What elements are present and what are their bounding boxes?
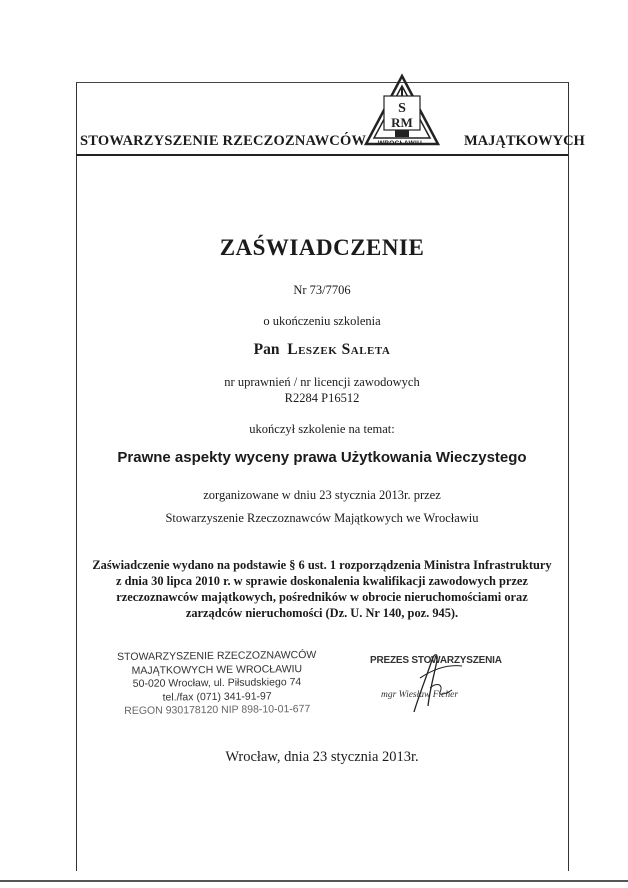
organizer-name: Stowarzyszenie Rzeczoznawców Majątkowych we Wrocławiu — [165, 511, 479, 525]
legal-basis-line: zarządców nieruchomości (Dz. U. Nr 140, poz. 945). — [185, 606, 459, 620]
svg-text:RM: RM — [391, 115, 413, 130]
license-numbers: R2284 P16512 — [284, 391, 360, 405]
training-topic: Prawne aspekty wyceny prawa Użytkowania Wieczystego — [117, 449, 527, 466]
recipient-name-line — [76, 341, 568, 359]
place-and-date: Wrocław, dnia 23 stycznia 2013r. — [225, 749, 419, 765]
certificate-number: Nr 73/7706 — [293, 283, 351, 297]
header-rule — [76, 154, 568, 156]
organization-name-left: STOWARZYSZENIE RZECZOZNAWCÓW — [80, 133, 367, 149]
legal-basis-line: Zaświadczenie wydano na podstawie § 6 ust. 1 rozporządzenia Ministra Infrastruktury — [92, 558, 552, 572]
stamp-line: 50-020 Wrocław, ul. Piłsudskiego 74 — [132, 676, 302, 690]
salutation: Pan — [253, 341, 280, 358]
completed-text: ukończył szkolenie na temat: — [249, 422, 395, 436]
logo-caption: WROCŁAWIU — [377, 140, 423, 147]
license-label: nr uprawnień / nr licencji zawodowych — [224, 375, 420, 389]
organized-text: zorganizowane w dniu 23 stycznia 2013r. przez — [203, 488, 441, 502]
certificate-title: ZAŚWIADCZENIE — [219, 235, 425, 260]
stamp-line: STOWARZYSZENIE RZECZOZNAWCÓW — [117, 648, 317, 664]
organization-name-right: MAJĄTKOWYCH — [464, 133, 585, 149]
signatory-name: mgr Wiesław Ficher — [381, 690, 459, 700]
certificate-purpose: o ukończeniu szkolenia — [263, 314, 381, 328]
recipient-name: Leszek Saleta — [287, 341, 391, 358]
signatory-title: PREZES STOWARZYSZENIA — [370, 655, 502, 666]
stamp-line: REGON 930178120 NIP 898-10-01-677 — [124, 703, 311, 717]
bottom-edge-line — [0, 880, 628, 882]
svg-text:S: S — [398, 101, 406, 116]
legal-basis-line: rzeczoznawców majątkowych, pośredników w obrocie nieruchomościami oraz — [116, 590, 528, 604]
legal-basis — [80, 557, 564, 621]
stamp-line: tel./fax (071) 341-91-97 — [162, 689, 272, 704]
handwritten-signature-icon — [380, 648, 480, 718]
organization-stamp — [117, 649, 318, 719]
stamp-line: MAJĄTKOWYCH WE WROCŁAWIU — [131, 662, 303, 677]
legal-basis-line: z dnia 30 lipca 2010 r. w sprawie doskonalenia kwalifikacji zawodowych przez — [116, 574, 528, 588]
